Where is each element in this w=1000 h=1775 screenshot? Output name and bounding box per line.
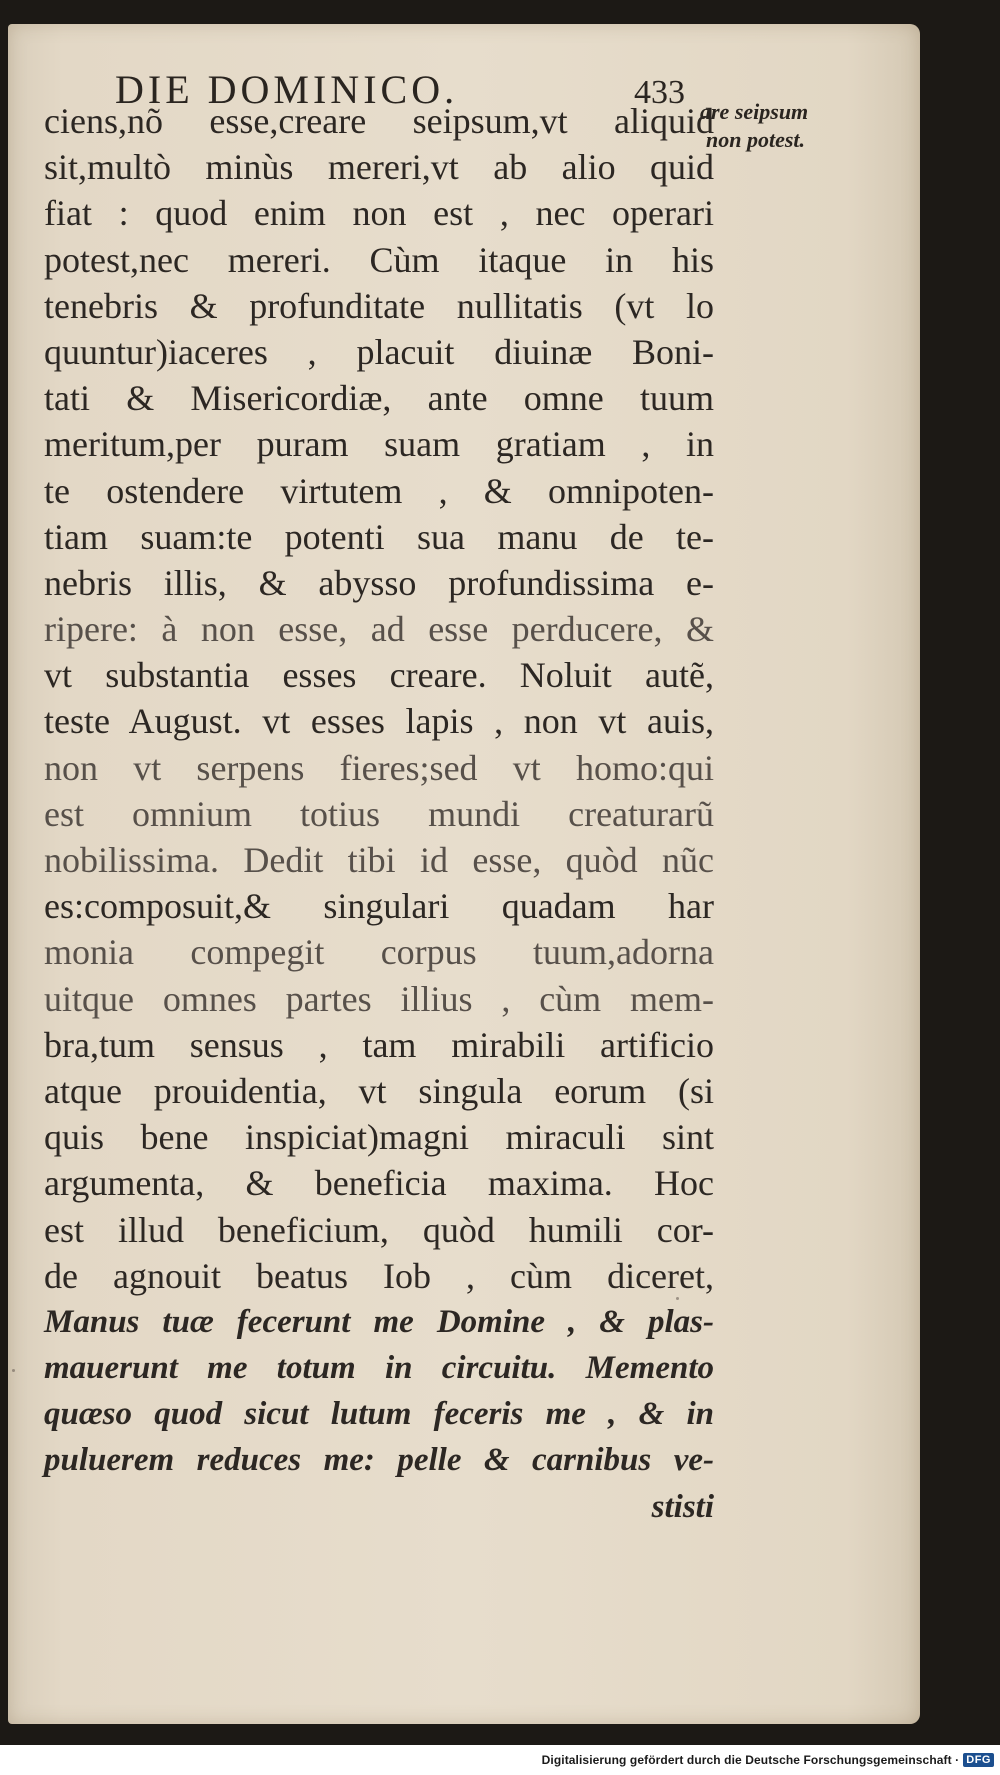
paper-speck	[12, 1369, 15, 1372]
text-line: est omnium totius mundi creaturarũ	[44, 793, 714, 834]
body-text	[44, 98, 714, 1530]
text-line: fiat : quod enim non est , nec operari	[44, 193, 714, 234]
marginal-note-line: are seipsum	[700, 99, 809, 124]
text-line: uitque omnes partes illius , cùm mem-	[44, 978, 714, 1019]
italic-text-line: puluerem reduces me: pelle & carnibus ve-	[44, 1442, 714, 1479]
text-line: ripere: à non esse, ad esse perducere, &	[44, 609, 714, 650]
text-line: quis bene inspiciat)magni miraculi sint	[44, 1117, 714, 1158]
running-head-title: DIE DOMINICO.	[115, 67, 459, 112]
text-line: nebris illis, & abysso profundissima e-	[44, 562, 714, 603]
text-line: sit,multò minùs mereri,vt ab alio quid	[44, 147, 714, 188]
text-line: tati & Misericordiæ, ante omne tuum	[44, 378, 714, 419]
text-line: teste August. vt esses lapis , non vt auis,	[44, 701, 714, 742]
text-line: atque prouidentia, vt singula eorum (si	[44, 1070, 714, 1111]
text-line: de agnouit beatus Iob , cùm diceret,	[44, 1255, 714, 1296]
dfg-logo: DFG	[963, 1753, 994, 1767]
italic-text-line: quæso quod sicut lutum feceris me , & in	[44, 1396, 714, 1433]
italic-text-line: mauerunt me totum in circuitu. Memento	[44, 1350, 714, 1387]
text-line: monia compegit corpus tuum,adorna	[44, 932, 714, 973]
text-line: es:composuit,& singulari quadam har	[44, 886, 714, 927]
text-line: vt substantia esses creare. Noluit autẽ,	[44, 655, 714, 696]
text-line: argumenta, & beneficia maxima. Hoc	[44, 1163, 714, 1204]
text-line: non vt serpens fieres;sed vt homo:qui	[44, 747, 714, 788]
text-line: tenebris & profunditate nullitatis (vt lo	[44, 285, 714, 326]
text-line: quuntur)iaceres , placuit diuinæ Boni-	[44, 331, 714, 372]
text-line: meritum,per puram suam gratiam , in	[44, 424, 714, 465]
text-line: ciens,nõ esse,creare seipsum,vt aliquid	[44, 101, 714, 141]
marginal-note	[700, 98, 860, 154]
text-line: bra,tum sensus , tam mirabili artificio	[44, 1024, 714, 1065]
text-line: te ostendere virtutem , & omnipoten-	[44, 470, 714, 511]
catchword: stisti	[651, 1488, 714, 1525]
text-line: tiam suam:te potenti sua manu de te-	[44, 516, 714, 557]
text-line: est illud beneficium, quòd humili cor-	[44, 1209, 714, 1250]
footer-credit: Digitalisierung gefördert durch die Deutsche Forschungsgemeinschaft ·	[541, 1753, 960, 1767]
text-line: potest,nec mereri. Cùm itaque in his	[44, 239, 714, 280]
marginal-note-line: non potest.	[706, 127, 806, 152]
italic-text-line: Manus tuæ fecerunt me Domine , & plas-	[44, 1303, 714, 1340]
text-line: nobilissima. Dedit tibi id esse, quòd nũc	[44, 840, 714, 880]
page-number: 433	[634, 74, 685, 111]
digitization-footer	[0, 1745, 1000, 1775]
